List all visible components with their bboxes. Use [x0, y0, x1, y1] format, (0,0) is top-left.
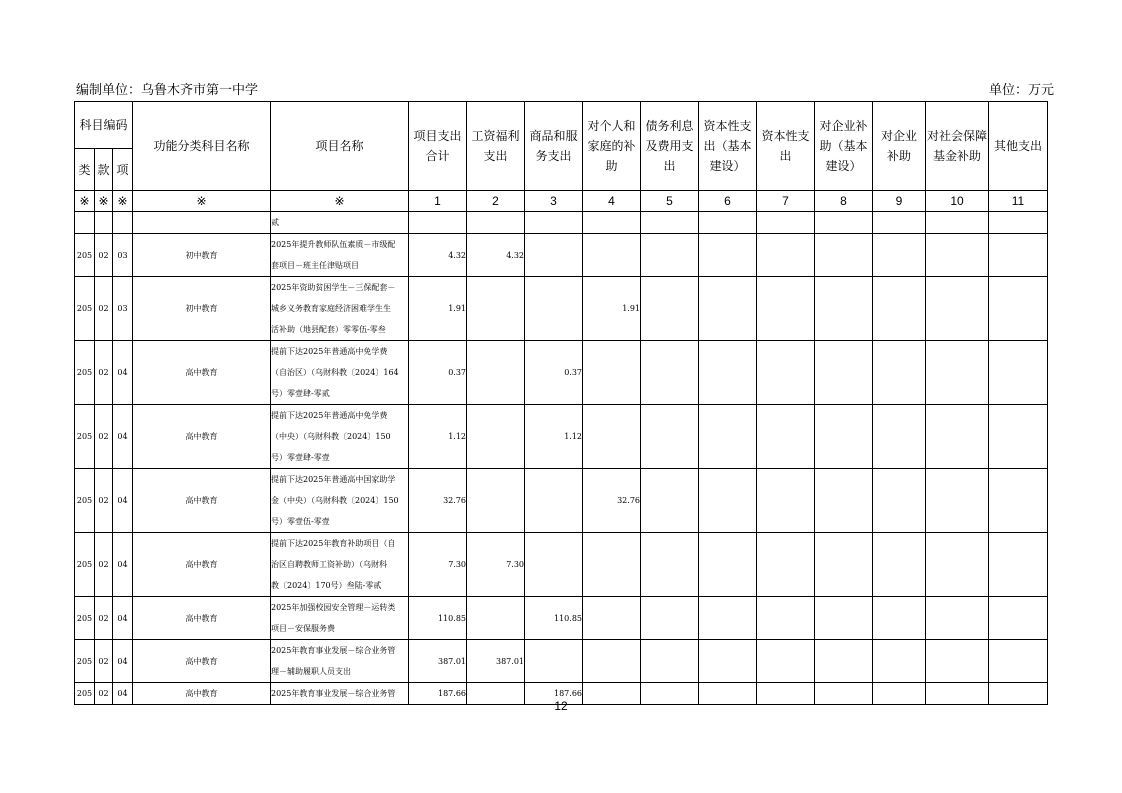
index-number: 10 — [926, 191, 989, 212]
project-name-line: 号）零壹肆-零壹 — [271, 453, 330, 462]
goods-services-cell: 1.12 — [525, 405, 583, 469]
index-number: 6 — [699, 191, 757, 212]
amount-cell — [873, 533, 926, 597]
index-number: 7 — [757, 191, 815, 212]
header-kuan: 款 — [95, 149, 113, 191]
lei-code-cell: 205 — [75, 640, 95, 683]
project-total-cell: 32.76 — [409, 469, 467, 533]
amount-cell — [815, 405, 873, 469]
project-name-line: 活补助（地县配套）零零伍-零叁 — [271, 325, 386, 334]
kuan-code-cell: 02 — [95, 683, 113, 705]
amount-cell — [815, 277, 873, 341]
amount-cell — [815, 469, 873, 533]
function-name-cell: 高中教育 — [133, 341, 271, 405]
goods-services-cell — [525, 469, 583, 533]
function-name-cell: 高中教育 — [133, 405, 271, 469]
goods-services-cell: 0.37 — [525, 341, 583, 405]
project-total-cell: 7.30 — [409, 533, 467, 597]
index-mark: ※ — [133, 191, 271, 212]
salary-welfare-cell — [467, 341, 525, 405]
amount-cell — [641, 533, 699, 597]
continuation-text: 贰 — [271, 212, 409, 234]
project-name-line: 教〔2024〕170号）叁陆-零贰 — [271, 581, 382, 590]
function-name-cell: 高中教育 — [133, 640, 271, 683]
project-name-cell — [271, 640, 409, 683]
index-number: 11 — [989, 191, 1048, 212]
project-name-cell — [271, 405, 409, 469]
amount-cell — [926, 533, 989, 597]
amount-cell — [926, 469, 989, 533]
personal-subsidy-cell — [583, 234, 641, 277]
header-project-total: 项目支出 合计 — [409, 102, 467, 191]
table-row — [75, 277, 1048, 341]
project-total-cell: 0.37 — [409, 341, 467, 405]
salary-welfare-cell — [467, 405, 525, 469]
header-subject-code: 科目编码 — [75, 102, 133, 149]
amount-cell — [815, 640, 873, 683]
salary-welfare-cell: 4.32 — [467, 234, 525, 277]
project-name-line: 提前下达2025年普通高中免学费 — [271, 411, 388, 420]
salary-welfare-cell — [467, 277, 525, 341]
lei-code-cell: 205 — [75, 533, 95, 597]
project-name-line: 理－辅助履职人员支出 — [271, 667, 351, 676]
header-project-name: 项目名称 — [271, 102, 409, 191]
project-name-line: 号）零壹伍-零壹 — [271, 517, 330, 526]
project-name-cell — [271, 597, 409, 640]
amount-cell — [641, 234, 699, 277]
amount-cell — [989, 597, 1048, 640]
header-capital: 资本性支 出 — [757, 102, 815, 191]
goods-services-cell: 187.66 — [525, 683, 583, 705]
kuan-code-cell: 02 — [95, 405, 113, 469]
amount-cell — [699, 277, 757, 341]
amount-cell — [641, 597, 699, 640]
project-name-cell — [271, 234, 409, 277]
amount-cell — [699, 469, 757, 533]
amount-cell — [815, 533, 873, 597]
amount-cell — [641, 640, 699, 683]
index-row — [75, 191, 1048, 212]
salary-welfare-cell: 7.30 — [467, 533, 525, 597]
lei-code-cell: 205 — [75, 597, 95, 640]
personal-subsidy-cell — [583, 597, 641, 640]
lei-code-cell: 205 — [75, 469, 95, 533]
kuan-code-cell: 02 — [95, 597, 113, 640]
amount-cell — [873, 341, 926, 405]
header-lei: 类 — [75, 149, 95, 191]
budget-expenditure-table — [74, 101, 1048, 705]
amount-cell — [699, 234, 757, 277]
amount-cell — [873, 405, 926, 469]
amount-cell — [757, 234, 815, 277]
index-number: 9 — [873, 191, 926, 212]
table-row — [75, 640, 1048, 683]
xiang-code-cell: 03 — [113, 277, 133, 341]
index-mark: ※ — [95, 191, 113, 212]
amount-cell — [989, 533, 1048, 597]
header-social-security: 对社会保障 基金补助 — [926, 102, 989, 191]
personal-subsidy-cell: 32.76 — [583, 469, 641, 533]
personal-subsidy-cell — [583, 533, 641, 597]
function-name-cell: 初中教育 — [133, 277, 271, 341]
function-name-cell: 初中教育 — [133, 234, 271, 277]
function-name-cell: 高中教育 — [133, 597, 271, 640]
salary-welfare-cell — [467, 469, 525, 533]
amount-cell — [989, 277, 1048, 341]
xiang-code-cell: 04 — [113, 341, 133, 405]
header-other-expense: 其他支出 — [989, 102, 1048, 191]
page-number: 12 — [554, 699, 568, 713]
amount-cell — [757, 405, 815, 469]
project-name-cell — [271, 277, 409, 341]
project-name-cell — [271, 469, 409, 533]
amount-cell — [989, 341, 1048, 405]
project-name-line: 提前下达2025年教育补助项目（自 — [271, 539, 396, 548]
kuan-code-cell: 02 — [95, 640, 113, 683]
compiling-unit-label: 编制单位：乌鲁木齐市第一中学 — [76, 83, 259, 98]
project-name-line: 2025年教育事业发展－综合业务管 — [271, 646, 396, 655]
xiang-code-cell: 04 — [113, 683, 133, 705]
currency-unit-label: 单位：万元 — [988, 83, 1054, 98]
kuan-code-cell: 02 — [95, 234, 113, 277]
amount-cell — [757, 597, 815, 640]
goods-services-cell: 110.85 — [525, 597, 583, 640]
amount-cell — [815, 597, 873, 640]
amount-cell — [873, 277, 926, 341]
goods-services-cell — [525, 277, 583, 341]
project-name-line: （中央）（乌财科教〔2024〕150 — [271, 432, 391, 441]
header-debt-interest: 债务利息 及费用支 出 — [641, 102, 699, 191]
amount-cell — [757, 277, 815, 341]
project-name-line: 提前下达2025年普通高中免学费 — [271, 347, 388, 356]
personal-subsidy-cell — [583, 341, 641, 405]
header-salary-welfare: 工资福利 支出 — [467, 102, 525, 191]
header-xiang: 项 — [113, 149, 133, 191]
amount-cell — [757, 640, 815, 683]
project-total-cell: 187.66 — [409, 683, 467, 705]
amount-cell — [873, 469, 926, 533]
amount-cell — [699, 405, 757, 469]
project-name-line: 金（中央）（乌财科教〔2024〕150 — [271, 496, 399, 505]
lei-code-cell: 205 — [75, 341, 95, 405]
xiang-code-cell: 04 — [113, 405, 133, 469]
kuan-code-cell: 02 — [95, 341, 113, 405]
amount-cell — [989, 234, 1048, 277]
amount-cell — [757, 341, 815, 405]
xiang-code-cell: 04 — [113, 533, 133, 597]
amount-cell — [873, 640, 926, 683]
amount-cell — [989, 469, 1048, 533]
table-row — [75, 234, 1048, 277]
amount-cell — [989, 640, 1048, 683]
header-capital-basic: 资本性支 出（基本 建设） — [699, 102, 757, 191]
amount-cell — [641, 277, 699, 341]
function-name-cell: 高中教育 — [133, 533, 271, 597]
index-mark: ※ — [75, 191, 95, 212]
personal-subsidy-cell: 1.91 — [583, 277, 641, 341]
lei-code-cell: 205 — [75, 277, 95, 341]
project-name-line: 治区自聘教师工资补助）（乌财科 — [271, 560, 387, 569]
project-name-line: 2025年加强校园安全管理－运转类 — [271, 603, 396, 612]
header-function-name: 功能分类科目名称 — [133, 102, 271, 191]
amount-cell — [641, 469, 699, 533]
salary-welfare-cell: 387.01 — [467, 640, 525, 683]
project-name-line: 号）零壹肆-零贰 — [271, 389, 330, 398]
project-name-line: 2025年资助贫困学生－三保配套－ — [271, 283, 396, 292]
index-number: 5 — [641, 191, 699, 212]
function-name-cell: 高中教育 — [133, 469, 271, 533]
continuation-row — [75, 212, 1048, 234]
header-goods-services: 商品和服 务支出 — [525, 102, 583, 191]
project-name-cell — [271, 341, 409, 405]
index-number: 4 — [583, 191, 641, 212]
index-mark: ※ — [271, 191, 409, 212]
project-name-line: 套项目－班主任津贴项目 — [271, 261, 359, 270]
kuan-code-cell: 02 — [95, 469, 113, 533]
header-enterprise-subsidy: 对企业 补助 — [873, 102, 926, 191]
amount-cell — [641, 405, 699, 469]
index-number: 3 — [525, 191, 583, 212]
xiang-code-cell: 03 — [113, 234, 133, 277]
function-name-cell: 高中教育 — [133, 683, 271, 705]
project-name-cell — [271, 533, 409, 597]
amount-cell — [699, 341, 757, 405]
amount-cell — [926, 597, 989, 640]
amount-cell — [926, 234, 989, 277]
lei-code-cell: 205 — [75, 234, 95, 277]
index-number: 8 — [815, 191, 873, 212]
index-mark: ※ — [113, 191, 133, 212]
salary-welfare-cell — [467, 597, 525, 640]
table-row — [75, 597, 1048, 640]
project-total-cell: 1.91 — [409, 277, 467, 341]
amount-cell — [699, 640, 757, 683]
header-personal-subsidy: 对个人和 家庭的补 助 — [583, 102, 641, 191]
goods-services-cell — [525, 234, 583, 277]
index-number: 2 — [467, 191, 525, 212]
amount-cell — [873, 597, 926, 640]
project-total-cell: 1.12 — [409, 405, 467, 469]
project-total-cell: 4.32 — [409, 234, 467, 277]
amount-cell — [926, 277, 989, 341]
amount-cell — [757, 533, 815, 597]
project-name-line: （自治区）（乌财科教〔2024〕164 — [271, 368, 399, 377]
lei-code-cell: 205 — [75, 405, 95, 469]
amount-cell — [757, 469, 815, 533]
kuan-code-cell: 02 — [95, 533, 113, 597]
project-name-line: 2025年提升教师队伍素质－市级配 — [271, 240, 396, 249]
project-name-line: 提前下达2025年普通高中国家助学 — [271, 475, 396, 484]
goods-services-cell — [525, 533, 583, 597]
project-name-line: 城乡义务教育家庭经济困难学生生 — [271, 304, 391, 313]
table-row — [75, 405, 1048, 469]
index-number: 1 — [409, 191, 467, 212]
amount-cell — [641, 341, 699, 405]
amount-cell — [699, 597, 757, 640]
xiang-code-cell: 04 — [113, 640, 133, 683]
project-total-cell: 110.85 — [409, 597, 467, 640]
header-enterprise-basic: 对企业补 助（基本 建设） — [815, 102, 873, 191]
amount-cell — [926, 405, 989, 469]
table-row — [75, 341, 1048, 405]
kuan-code-cell: 02 — [95, 277, 113, 341]
goods-services-cell — [525, 640, 583, 683]
lei-code-cell: 205 — [75, 683, 95, 705]
xiang-code-cell: 04 — [113, 597, 133, 640]
amount-cell — [926, 341, 989, 405]
project-total-cell: 387.01 — [409, 640, 467, 683]
project-name-line: 项目－安保服务费 — [271, 624, 335, 633]
amount-cell — [699, 533, 757, 597]
amount-cell — [926, 640, 989, 683]
project-name-line: 2025年教育事业发展－综合业务管 — [271, 689, 396, 698]
amount-cell — [989, 405, 1048, 469]
table-row — [75, 469, 1048, 533]
personal-subsidy-cell — [583, 640, 641, 683]
amount-cell — [873, 234, 926, 277]
table-row — [75, 533, 1048, 597]
xiang-code-cell: 04 — [113, 469, 133, 533]
personal-subsidy-cell — [583, 405, 641, 469]
amount-cell — [815, 234, 873, 277]
amount-cell — [815, 341, 873, 405]
